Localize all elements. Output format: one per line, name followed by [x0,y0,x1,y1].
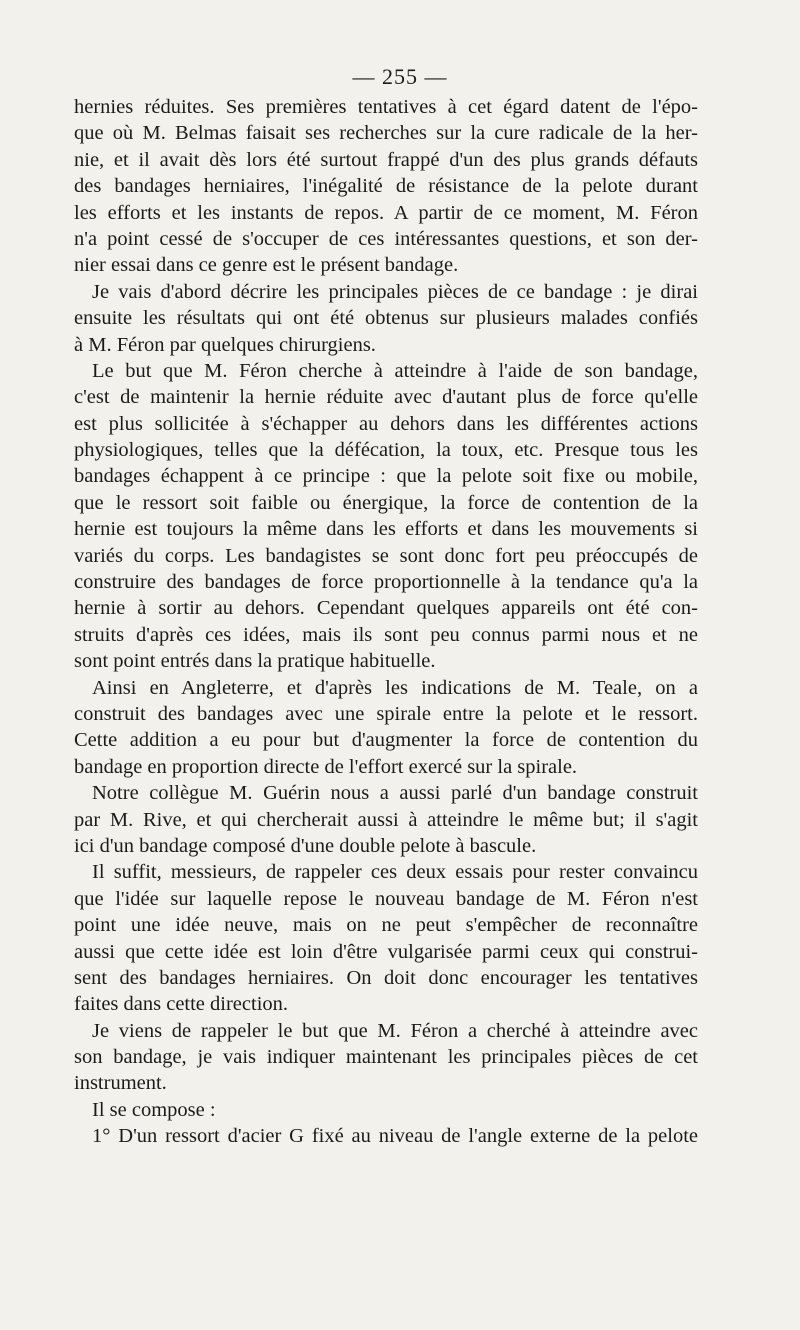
text-line: sent des bandages herniaires. On doit donc encourager les tentatives [74,966,698,989]
text-line: Je vais d'abord décrire les principales pièces de ce bandage : je dirai [92,280,698,303]
text-line: hernies réduites. Ses premières tentatives à cet égard datent de l'épo- [74,96,698,118]
text-line: physiologiques, telles que la défécation, la toux, etc. Presque tous les [74,439,698,462]
text-line: à M. Féron par quelques chirurgiens. [74,333,376,356]
page-number-header: — 255 — [352,64,448,89]
text-line: instrument. [74,1072,167,1095]
text-line: Il se compose : [92,1098,216,1121]
text-line: struits d'après ces idées, mais ils sont peu connus parmi nous et ne [74,623,698,646]
body-text [74,94,698,1150]
text-line: Je viens de rappeler le but que M. Féron a cherché à atteindre avec [92,1019,698,1042]
text-line: Ainsi en Angleterre, et d'après les indications de M. Teale, on a [92,676,698,699]
text-line: construit des bandages avec une spirale entre la pelote et le ressort. [74,702,698,725]
text-line: n'a point cessé de s'occuper de ces intéressantes questions, et son der- [74,227,698,250]
text-line: construire des bandages de force proportionnelle à la tendance qu'a la [74,571,698,594]
text-line: bandages échappent à ce principe : que la pelote soit fixe ou mobile, [74,465,698,488]
text-line: 1° D'un ressort d'acier G fixé au niveau de l'angle externe de la pelote [92,1125,698,1148]
text-line: que où M. Belmas faisait ses recherches sur la cure radicale de la her- [74,122,698,145]
text-line: Le but que M. Féron cherche à atteindre à l'aide de son bandage, [92,359,698,382]
text-line: Cette addition a eu pour but d'augmenter la force de contention du [74,729,698,752]
text-line: variés du corps. Les bandagistes se sont donc fort peu préoccupés de [74,544,698,567]
text-line: nier essai dans ce genre est le présent bandage. [74,254,459,277]
text-line: ici d'un bandage composé d'une double pelote à bascule. [74,834,537,857]
text-line: bandage en proportion directe de l'effort exercé sur la spirale. [74,755,578,778]
text-line: hernie est toujours la même dans les efforts et dans les mouvements si [74,518,698,541]
text-line: aussi que cette idée est loin d'être vulgarisée parmi ceux qui construi- [74,940,698,963]
text-line: des bandages herniaires, l'inégalité de résistance de la pelote durant [74,175,698,198]
text-line: les efforts et les instants de repos. A partir de ce moment, M. Féron [74,201,698,224]
text-line: Il suffit, messieurs, de rappeler ces deux essais pour rester convaincu [92,861,698,884]
text-line: Notre collègue M. Guérin nous a aussi parlé d'un bandage construit [92,782,698,805]
text-line: que l'idée sur laquelle repose le nouveau bandage de M. Féron n'est [74,887,698,910]
text-line: faites dans cette direction. [74,993,289,1016]
text-line: que le ressort soit faible ou énergique, la force de contention de la [74,491,698,514]
text-line: hernie à sortir au dehors. Cependant quelques appareils ont été con- [74,597,698,620]
text-line: sont point entrés dans la pratique habituelle. [74,650,436,673]
text-line: nie, et il avait dès lors été surtout frappé d'un des plus grands défauts [74,148,698,171]
text-line: ensuite les résultats qui ont été obtenus sur plusieurs malades confiés [74,307,698,330]
text-line: son bandage, je vais indiquer maintenant les principales pièces de cet [74,1046,698,1069]
text-line: point une idée neuve, mais on ne peut s'empêcher de reconnaître [74,914,698,937]
text-line: c'est de maintenir la hernie réduite avec d'autant plus de force qu'elle [74,386,698,409]
text-line: par M. Rive, et qui chercherait aussi à atteindre le même but; il s'agit [74,808,698,831]
text-line: est plus sollicitée à s'échapper au dehors dans les différentes actions [74,412,698,435]
